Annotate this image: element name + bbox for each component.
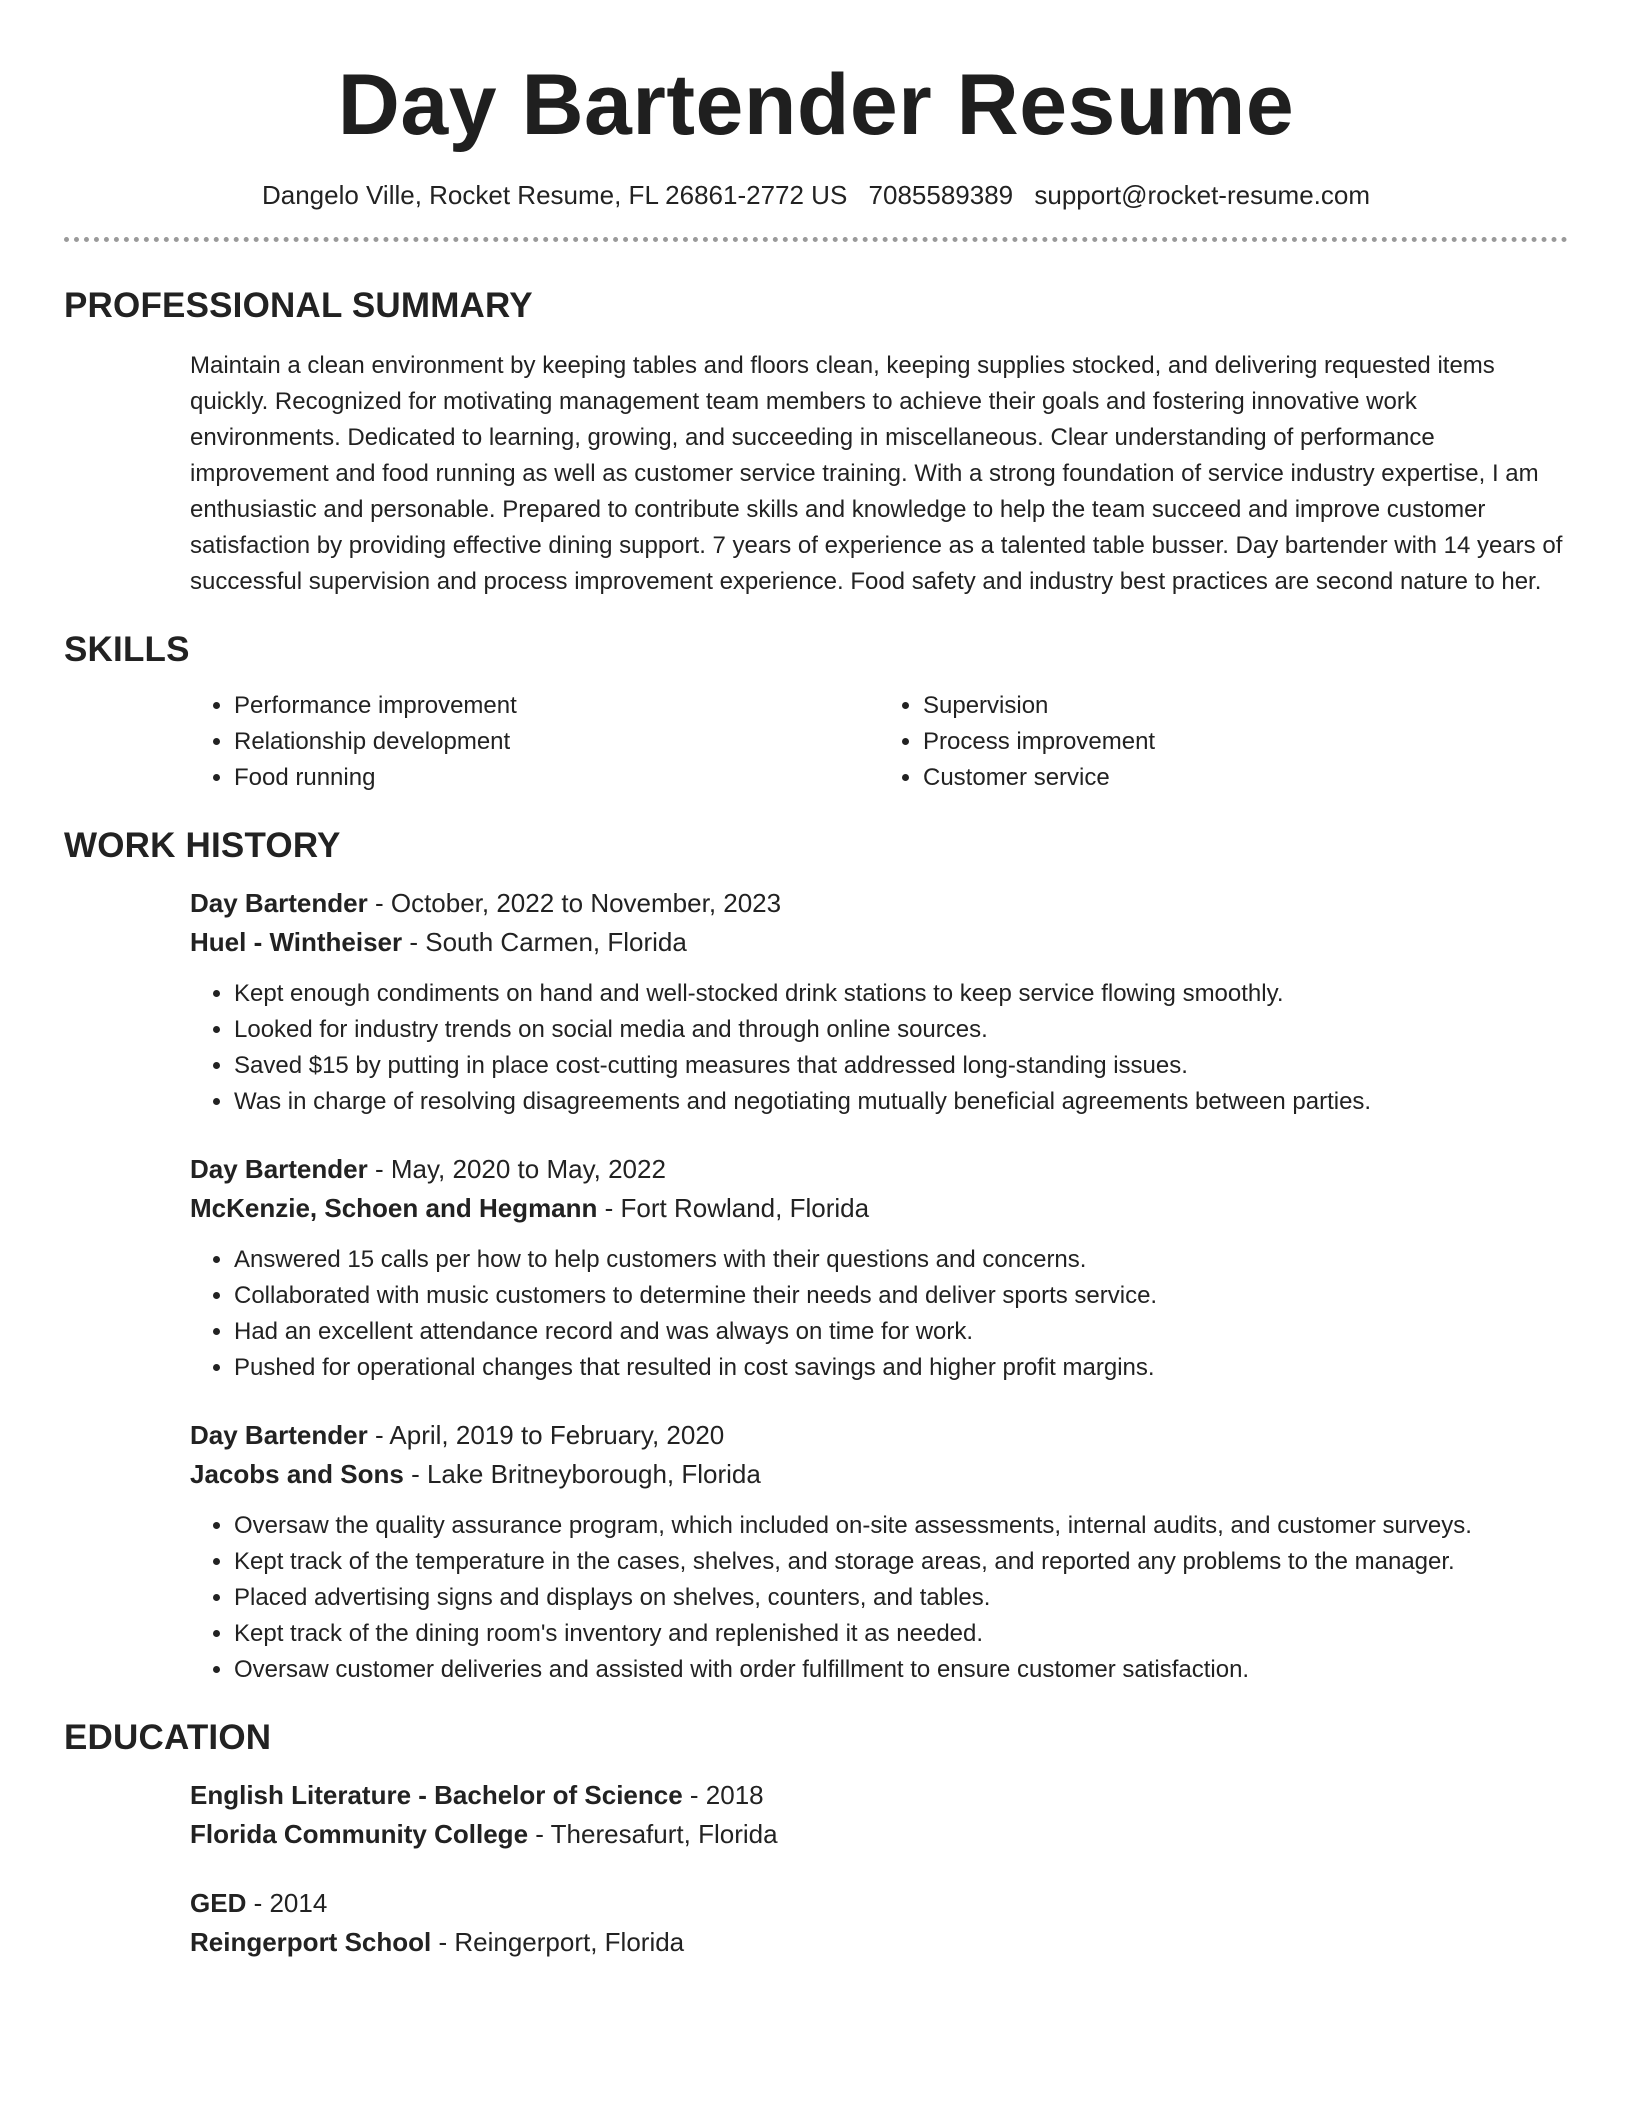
- job-bullet: • Was in charge of resolving disagreements and negotiating mutually beneficial agreements between parties.: [234, 1084, 1568, 1120]
- education-school-line: [190, 1815, 1568, 1854]
- job-bullet: • Saved $15 by putting in place cost-cutting measures that addressed long-standing issues.: [234, 1048, 1568, 1084]
- education-location: - Reingerport, Florida: [438, 1927, 685, 1957]
- job-company-line: [190, 1455, 1568, 1494]
- job-bullet: • Kept track of the dining room's inventory and replenished it as needed.: [234, 1616, 1568, 1652]
- job-bullet: • Had an excellent attendance record and was always on time for work.: [234, 1314, 1568, 1350]
- job-bullet: • Looked for industry trends on social media and through online sources.: [234, 1012, 1568, 1048]
- summary-section: [64, 348, 1568, 600]
- contact-address: Dangelo Ville, Rocket Resume, FL 26861-2772 US: [261, 180, 848, 210]
- job-company: McKenzie, Schoen and Hegmann: [190, 1193, 598, 1223]
- job-bullet: • Pushed for operational changes that resulted in cost savings and higher profit margins.: [234, 1350, 1568, 1386]
- summary-text: Maintain a clean environment by keeping tables and floors clean, keeping supplies stocked, and delivering requested items quickly. Recognized for motivating management team members to achieve their goals and fostering innovative work environments. Dedicated to learning, growing, and succeeding in miscellaneous. Clear understanding of performance improvement and food running as well as customer service training. With a strong foundation of service industry expertise, I am enthusiastic and personable. Prepared to contribute skills and knowledge to help the team succeed and improve customer satisfaction by providing effective dining support. 7 years of experience as a talented table busser. Day bartender with 14 years of successful supervision and process improvement experience. Food safety and industry best practices are second nature to her.: [190, 352, 1563, 595]
- job-bullet: • Kept enough condiments on hand and well-stocked drink stations to keep service flowing smoothly.: [234, 976, 1568, 1012]
- skill-item: • Performance improvement: [234, 688, 879, 724]
- education-degree-line: [190, 1776, 1568, 1815]
- job-title: Day Bartender: [190, 1154, 368, 1184]
- contact-email: support@rocket-resume.com: [1034, 180, 1371, 210]
- education-degree: GED: [190, 1888, 247, 1918]
- skill-item: • Customer service: [923, 760, 1568, 796]
- skill-item: • Supervision: [923, 688, 1568, 724]
- education-degree: English Literature - Bachelor of Science: [190, 1780, 683, 1810]
- skills-column-right: [879, 688, 1568, 796]
- job-bullets: [190, 976, 1568, 1120]
- job-location: - Fort Rowland, Florida: [604, 1193, 870, 1223]
- contact-phone: 7085589389: [868, 180, 1014, 210]
- skill-item: • Relationship development: [234, 724, 879, 760]
- job-title-line: [190, 884, 1568, 923]
- job-bullets: [190, 1508, 1568, 1688]
- job-dates: - May, 2020 to May, 2022: [374, 1154, 666, 1184]
- resume-title: Day Bartender Resume: [337, 57, 1295, 153]
- education-entry: [64, 1884, 1568, 1962]
- header-divider: [64, 237, 1568, 242]
- skills-heading: SKILLS: [64, 630, 190, 669]
- job-company: Huel - Wintheiser: [190, 927, 403, 957]
- job-title: Day Bartender: [190, 1420, 368, 1450]
- job-title-line: [190, 1150, 1568, 1189]
- job-company: Jacobs and Sons: [190, 1459, 404, 1489]
- education-degree-line: [190, 1884, 1568, 1923]
- job-bullet: • Placed advertising signs and displays on shelves, counters, and tables.: [234, 1580, 1568, 1616]
- job-bullet: • Oversaw the quality assurance program, which included on-site assessments, internal audits, and customer surveys.: [234, 1508, 1568, 1544]
- education-entry: [64, 1776, 1568, 1854]
- education-heading: EDUCATION: [64, 1718, 272, 1757]
- education-school: Florida Community College: [190, 1819, 529, 1849]
- job-bullet: • Oversaw customer deliveries and assisted with order fulfillment to ensure customer satisfaction.: [234, 1652, 1568, 1688]
- job-entry: [64, 884, 1568, 1120]
- job-bullet: • Kept track of the temperature in the cases, shelves, and storage areas, and reported any problems to the manager.: [234, 1544, 1568, 1580]
- job-title-line: [190, 1416, 1568, 1455]
- job-dates: - April, 2019 to February, 2020: [374, 1420, 725, 1450]
- job-bullet: • Answered 15 calls per how to help customers with their questions and concerns.: [234, 1242, 1568, 1278]
- contact-line: [64, 180, 1568, 211]
- skill-item: • Process improvement: [923, 724, 1568, 760]
- summary-heading: PROFESSIONAL SUMMARY: [64, 286, 533, 325]
- job-bullets: [190, 1242, 1568, 1386]
- job-bullet: • Collaborated with music customers to determine their needs and deliver sports service.: [234, 1278, 1568, 1314]
- job-entry: [64, 1150, 1568, 1386]
- education-location: - Theresafurt, Florida: [535, 1819, 778, 1849]
- skill-item: • Food running: [234, 760, 879, 796]
- job-company-line: [190, 923, 1568, 962]
- job-dates: - October, 2022 to November, 2023: [374, 888, 782, 918]
- skills-list: [190, 688, 1568, 796]
- job-entry: [64, 1416, 1568, 1688]
- job-company-line: [190, 1189, 1568, 1228]
- education-year: - 2018: [689, 1780, 764, 1810]
- job-title: Day Bartender: [190, 888, 368, 918]
- education-year: - 2014: [253, 1888, 328, 1918]
- skills-section: [64, 688, 1568, 796]
- job-location: - Lake Britneyborough, Florida: [411, 1459, 761, 1489]
- work-heading: WORK HISTORY: [64, 826, 341, 865]
- education-school: Reingerport School: [190, 1927, 432, 1957]
- job-location: - South Carmen, Florida: [409, 927, 687, 957]
- skills-column-left: [190, 688, 879, 796]
- education-school-line: [190, 1923, 1568, 1962]
